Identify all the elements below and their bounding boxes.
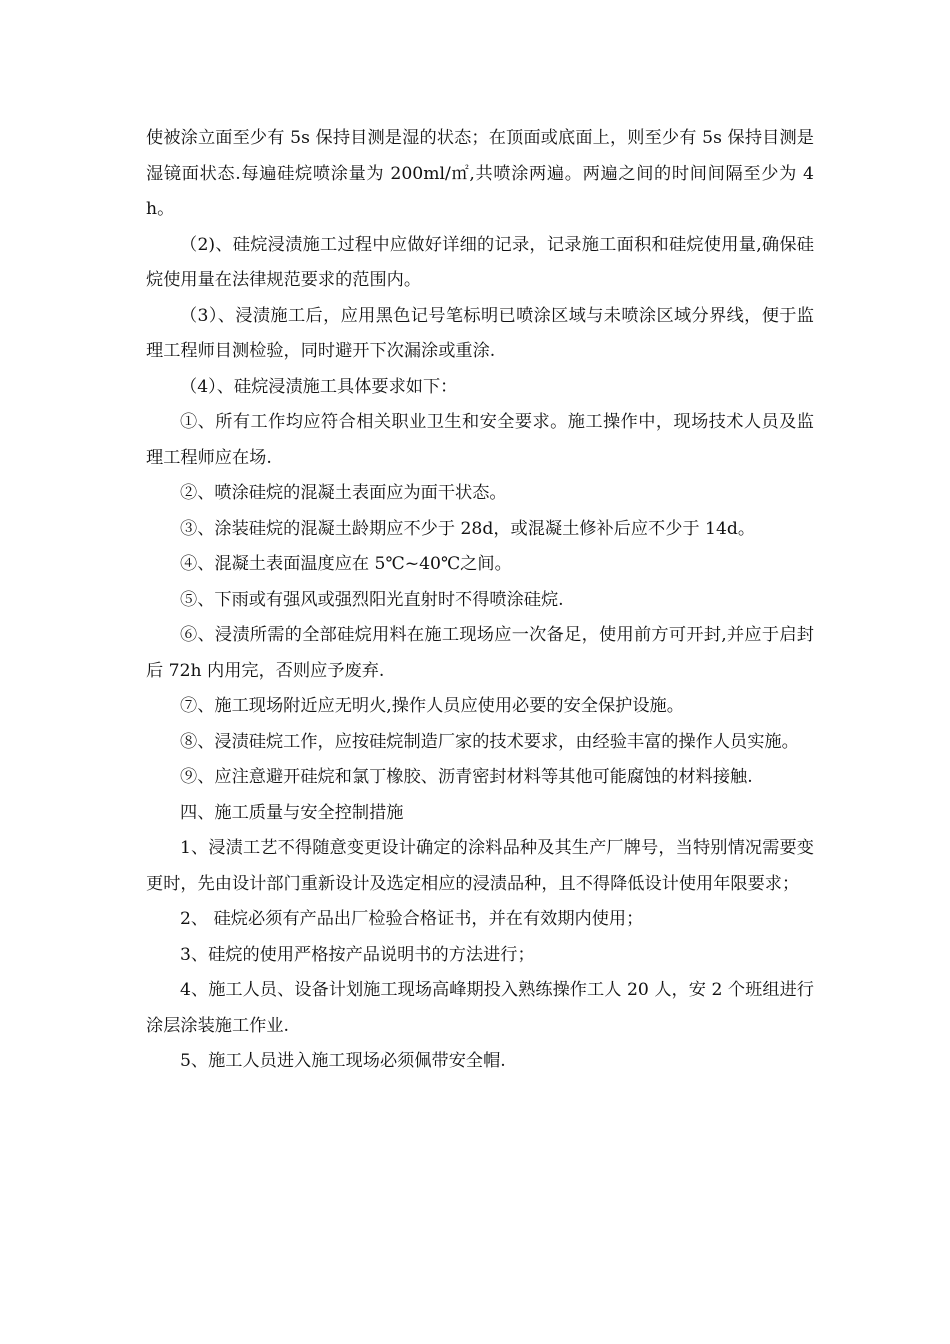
paragraph-item-4-requirements: （4）、硅烷浸渍施工具体要求如下：: [180, 376, 458, 397]
paragraph-requirement-8: ⑧、浸渍硅烷工作，应按硅烷制造厂家的技术要求，由经验丰富的操作人员实施。: [180, 731, 799, 752]
paragraph-requirement-9: ⑨、应注意避开硅烷和氯丁橡胶、沥青密封材料等其他可能腐蚀的材料接触.: [180, 767, 753, 787]
paragraph-requirement-7: ⑦、施工现场附近应无明火,操作人员应使用必要的安全保护设施。: [180, 696, 684, 716]
document-body: [146, 121, 814, 1080]
paragraph-measure-2: 2、 硅烷必须有产品出厂检验合格证书，并在有效期内使用；: [180, 909, 644, 929]
section-heading-quality-safety: 四、施工质量与安全控制措施: [180, 802, 404, 823]
paragraph-silane-spray-continuation: 使被涂立面至少有 5s 保持目测是湿的状态；在顶面或底面上，则至少有 5s 保持目测是湿镜面状态.每遍硅烷喷涂量为 200ml/㎡,共喷涂两遍。两遍之间的时间间隔至少为 4h。: [146, 128, 814, 219]
paragraph-item-3-marking: （3）、浸渍施工后，应用黑色记号笔标明已喷涂区域与未喷涂区域分界线，便于监理工程师目测检验，同时避开下次漏涂或重涂.: [146, 305, 814, 361]
paragraph-requirement-3: ③、涂装硅烷的混凝土龄期应不少于 28d，或混凝土修补后应不少于 14d。: [180, 518, 756, 539]
paragraph-measure-4: 4、施工人员、设备计划施工现场高峰期投入熟练操作工人 20 人，安 2 个班组进行涂层涂装施工作业.: [146, 980, 814, 1036]
paragraph-requirement-5: ⑤、下雨或有强风或强烈阳光直射时不得喷涂硅烷.: [180, 589, 564, 610]
paragraph-requirement-2: ②、喷涂硅烷的混凝土表面应为面干状态。: [180, 483, 507, 503]
paragraph-item-2-records: （2)、硅烷浸渍施工过程中应做好详细的记录，记录施工面积和硅烷使用量,确保硅烷使用量在法律规范要求的范围内。: [146, 234, 814, 290]
paragraph-requirement-1: ①、所有工作均应符合相关职业卫生和安全要求。施工操作中，现场技术人员及监理工程师应在场.: [146, 412, 814, 468]
paragraph-requirement-4: ④、混凝土表面温度应在 5℃~40℃之间。: [180, 554, 512, 574]
paragraph-measure-1: 1、浸渍工艺不得随意变更设计确定的涂料品种及其生产厂牌号，当特别情况需要变更时，先由设计部门重新设计及选定相应的浸渍品种，且不得降低设计使用年限要求；: [146, 838, 814, 894]
paragraph-measure-5: 5、施工人员进入施工现场必须佩带安全帽.: [180, 1051, 506, 1071]
paragraph-requirement-6: ⑥、浸渍所需的全部硅烷用料在施工现场应一次备足，使用前方可开封,并应于启封后 72h 内用完，否则应予废弃.: [146, 625, 814, 681]
paragraph-measure-3: 3、硅烷的使用严格按产品说明书的方法进行；: [180, 944, 535, 965]
